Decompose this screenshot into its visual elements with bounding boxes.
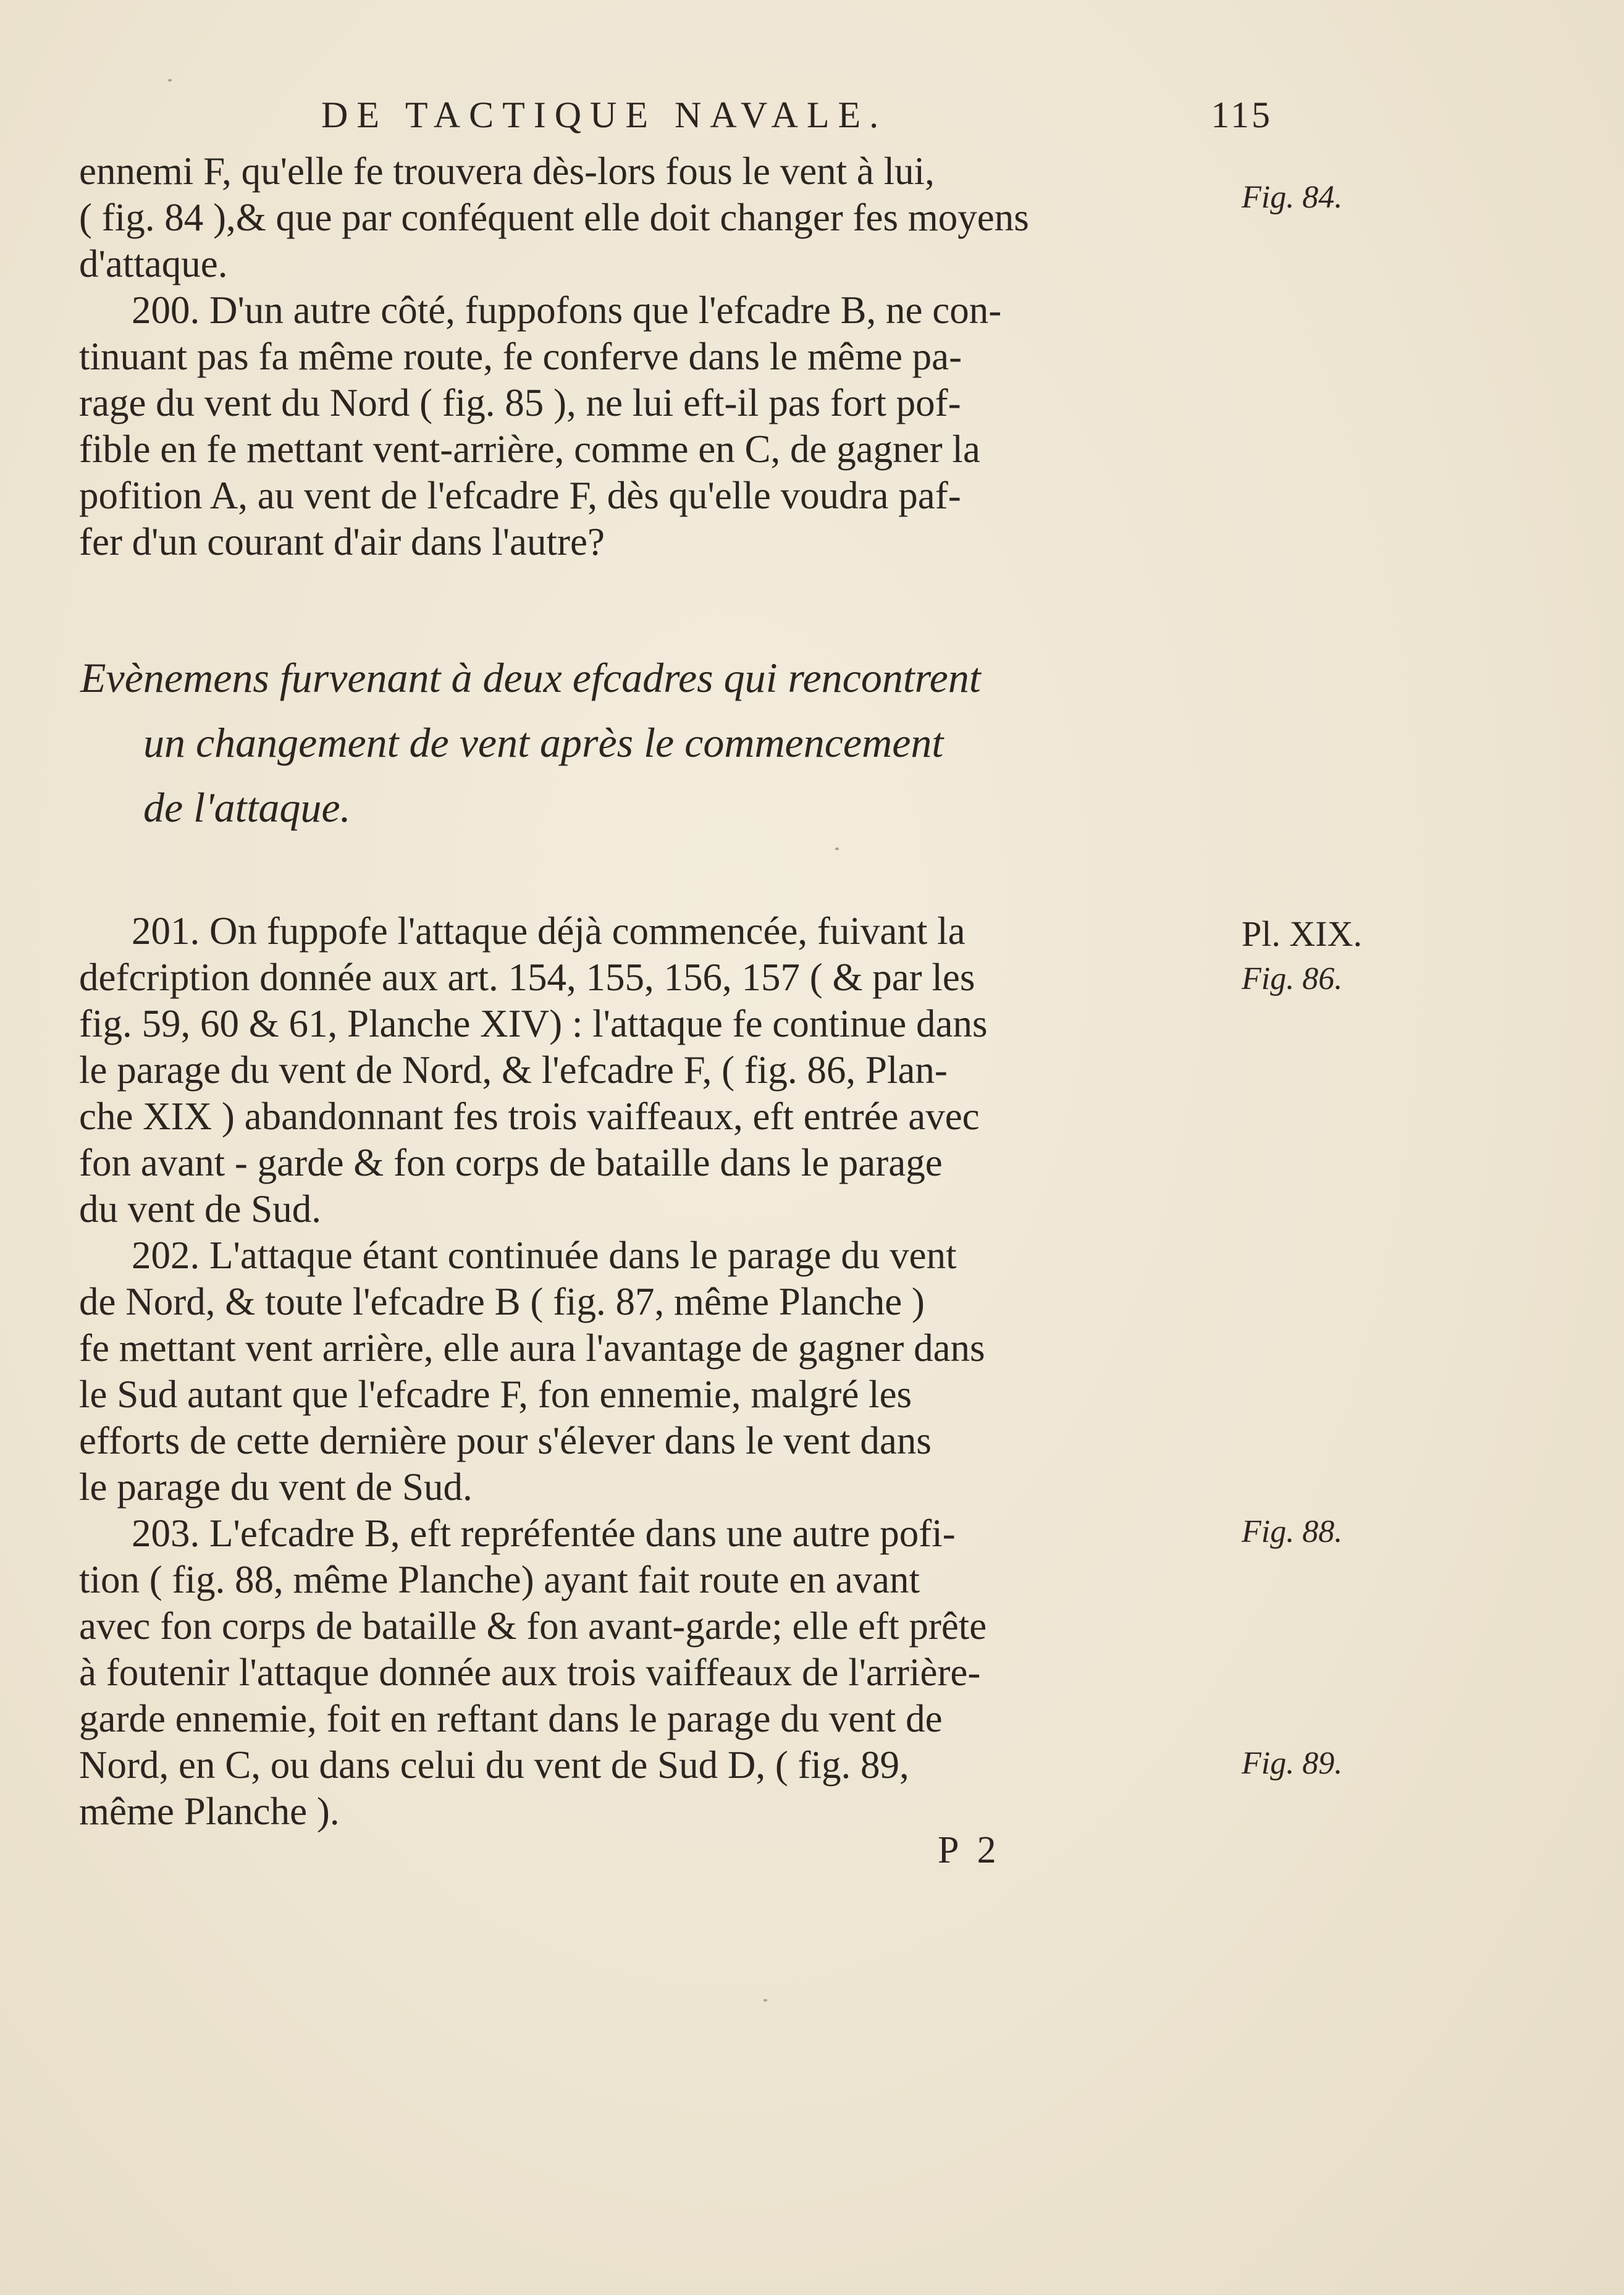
margin-note-fig-88: Fig. 88. (1242, 1514, 1343, 1549)
paragraph-202-line: 202. L'attaque étant continuée dans le parage du vent (132, 1234, 957, 1277)
text-line: d'attaque. (79, 242, 228, 285)
text-line: le parage du vent de Sud. (79, 1465, 473, 1509)
text-line: rage du vent du Nord ( fig. 85 ), ne lui eft-il pas fort pof- (79, 381, 961, 424)
section-heading (80, 646, 1235, 840)
text-line: garde ennemie, foit en reftant dans le parage du vent de (79, 1697, 943, 1740)
text-line: ennemi F, qu'elle fe trouvera dès-lors fous le vent à lui, (79, 149, 935, 193)
text-line: à foutenir l'attaque donnée aux trois vaiffeaux de l'arrière- (79, 1651, 981, 1694)
text-line: efforts de cette dernière pour s'élever dans le vent dans (79, 1419, 932, 1462)
section-heading-line: un changement de vent après le commencement (143, 719, 944, 766)
signature-mark: P 2 (938, 1829, 1001, 1871)
text-line: tinuant pas fa même route, fe conferve dans le même pa- (79, 335, 962, 378)
bottom-text-block (79, 908, 1228, 1835)
text-line: du vent de Sud. (79, 1187, 321, 1231)
running-header (309, 86, 1273, 148)
text-line: fig. 59, 60 & 61, Planche XIV) : l'attaque fe continue dans (79, 1002, 988, 1045)
margin-note-plate: Pl. XIX. (1242, 914, 1362, 954)
paragraph-203-line: 203. L'efcadre B, eft repréfentée dans une autre pofi- (132, 1512, 956, 1555)
margin-note-fig-84: Fig. 84. (1242, 180, 1343, 215)
text-line: pofition A, au vent de l'efcadre F, dès qu'elle voudra paf- (79, 474, 961, 517)
section-heading-line: de l'attaque. (143, 784, 351, 831)
text-line: fon avant - garde & fon corps de bataille dans le parage (79, 1141, 943, 1184)
paragraph-200-line: 200. D'un autre côté, fuppofons que l'efcadre B, ne con- (132, 288, 1002, 332)
text-line: Nord, en C, ou dans celui du vent de Sud D, ( fig. 89, (79, 1743, 909, 1787)
text-line: avec fon corps de bataille & fon avant-garde; elle eft prête (79, 1604, 987, 1648)
running-title: DE TACTIQUE NAVALE. (321, 95, 888, 135)
margin-note-fig-86: Fig. 86. (1242, 961, 1343, 996)
paragraph-201-line: 201. On fuppofe l'attaque déjà commencée, fuivant la (132, 909, 966, 953)
margin-note-fig-89: Fig. 89. (1242, 1746, 1343, 1781)
page-number: 115 (1211, 95, 1273, 135)
text-line: le Sud autant que l'efcadre F, fon ennemie, malgré les (79, 1373, 912, 1416)
text-line: fible en fe mettant vent-arrière, comme en C, de gagner la (79, 427, 980, 471)
paper-speck (764, 1999, 767, 2002)
text-line: le parage du vent de Nord, & l'efcadre F, ( fig. 86, Plan- (79, 1048, 948, 1092)
text-line: tion ( fig. 88, même Planche) ayant fait route en avant (79, 1558, 920, 1601)
top-text-block (79, 148, 1228, 565)
text-line: fe mettant vent arrière, elle aura l'avantage de gagner dans (79, 1326, 985, 1370)
text-line: fer d'un courant d'air dans l'autre? (79, 520, 605, 563)
text-line: che XIX ) abandonnant fes trois vaiffeaux, eft entrée avec (79, 1095, 980, 1138)
paper-speck (835, 848, 839, 850)
section-heading-line: Evènemens furvenant à deux efcadres qui rencontrent (80, 654, 981, 701)
paper-speck (168, 79, 172, 82)
text-line: même Planche ). (79, 1790, 340, 1833)
text-line: defcription donnée aux art. 154, 155, 156, 157 ( & par les (79, 956, 975, 999)
text-line: de Nord, & toute l'efcadre B ( fig. 87, même Planche ) (79, 1280, 925, 1323)
text-line: ( fig. 84 ),& que par conféquent elle doit changer fes moyens (79, 196, 1029, 239)
